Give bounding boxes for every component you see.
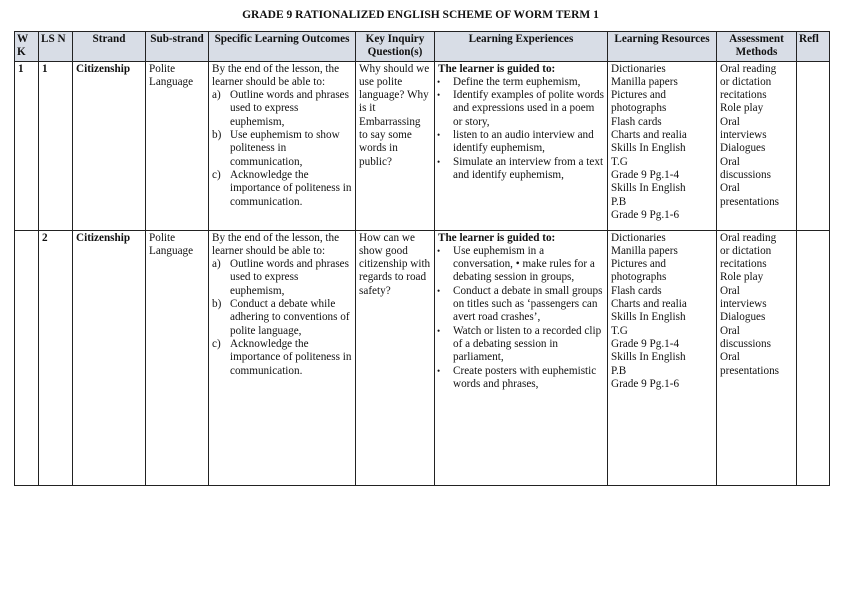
outcome-item <box>212 169 352 209</box>
resource-item: Manilla papers <box>611 244 678 257</box>
assessment-item: interviews <box>720 298 767 311</box>
experience-item: • Simulate an interview from a text and identify euphemism, <box>438 156 604 183</box>
outcome-text: Conduct a debate while adhering to conventions of polite language, <box>230 298 350 337</box>
outcomes-list <box>212 89 352 209</box>
header-resources: Learning Resources <box>608 32 717 62</box>
resource-item: Skills In English <box>611 351 686 364</box>
outcome-mark: b) <box>212 298 222 311</box>
strand-cell: Citizenship <box>73 61 146 230</box>
resource-item: T.G <box>611 155 628 168</box>
outcome-item <box>212 129 352 169</box>
assessment-item: presentations <box>720 195 780 208</box>
resources-cell <box>608 61 717 230</box>
scheme-of-work-table <box>14 31 830 486</box>
outcome-mark: b) <box>212 129 222 142</box>
reflection-cell <box>797 230 830 485</box>
header-outcomes: Specific Learning Outcomes <box>209 32 356 62</box>
assessment-item: recitations <box>720 258 767 271</box>
assessment-item: Oral <box>720 324 740 337</box>
assessment-item: Oral <box>720 115 740 128</box>
assessment-item: Oral <box>720 182 740 195</box>
resource-item: Skills In English <box>611 182 686 195</box>
lesson-row <box>15 230 830 485</box>
header-lesson: LS N <box>39 32 73 62</box>
resources-cell <box>608 230 717 485</box>
experiences-cell <box>435 230 608 485</box>
resource-item: Dictionaries <box>611 231 666 244</box>
outcome-mark: c) <box>212 168 221 181</box>
lesson-cell: 2 <box>39 230 73 485</box>
experiences-cell <box>435 61 608 230</box>
assessment-item: Role play <box>720 271 764 284</box>
outcome-item <box>212 298 352 338</box>
assessment-item: Oral reading <box>720 231 777 244</box>
outcome-mark: c) <box>212 337 221 350</box>
assessment-item: Role play <box>720 102 764 115</box>
resource-item: Grade 9 Pg.1-4 <box>611 337 680 350</box>
resource-item: Grade 9 Pg.1-6 <box>611 377 680 390</box>
resource-item: Charts and realia <box>611 298 687 311</box>
lesson-cell: 1 <box>39 61 73 230</box>
outcome-text: Outline words and phrases used to express euphemism, <box>230 89 349 128</box>
assessment-item: or dictation <box>720 244 772 257</box>
assessment-item: presentations <box>720 364 780 377</box>
assessment-item: discussions <box>720 337 771 350</box>
outcomes-cell <box>209 230 356 485</box>
experience-item: • Watch or listen to a recorded clip of a debating session in parliament, <box>438 325 604 365</box>
assessment-item: or dictation <box>720 75 772 88</box>
assessment-cell <box>717 230 797 485</box>
outcomes-list <box>212 258 352 378</box>
assessment-item: Dialogues <box>720 142 766 155</box>
outcomes-intro: By the end of the lesson, the learner should be able to: <box>212 231 340 257</box>
lesson-row <box>15 61 830 230</box>
header-strand: Strand <box>73 32 146 62</box>
assessment-item: Oral <box>720 351 740 364</box>
resource-item: Flash cards <box>611 284 662 297</box>
substrand-cell: Polite Language <box>146 230 209 485</box>
experiences-intro: The learner is guided to: <box>438 62 556 75</box>
reflection-cell <box>797 61 830 230</box>
assessment-item: discussions <box>720 168 771 181</box>
outcome-text: Use euphemism to show politeness in communication, <box>230 129 340 168</box>
experiences-list <box>438 245 604 391</box>
week-cell <box>15 230 39 485</box>
inquiry-cell: How can we show good citizenship with regards to road safety? <box>356 230 435 485</box>
resource-item: Flash cards <box>611 115 662 128</box>
resource-item: P.B <box>611 195 627 208</box>
week-cell: 1 <box>15 61 39 230</box>
experience-item: • Create posters with euphemistic words and phrases, <box>438 365 604 392</box>
experience-item: • Define the term euphemism, <box>438 76 604 89</box>
outcome-text: Acknowledge the importance of politeness in communication. <box>230 168 352 208</box>
experiences-intro: The learner is guided to: <box>438 231 556 244</box>
resource-item: Pictures and <box>611 258 666 271</box>
outcome-item <box>212 338 352 378</box>
resource-item: Pictures and <box>611 89 666 102</box>
resource-item: Grade 9 Pg.1-6 <box>611 208 680 221</box>
resource-item: Skills In English <box>611 311 686 324</box>
assessment-cell <box>717 61 797 230</box>
experience-item: • Conduct a debate in small groups on titles such as ‘passengers can avert road crashes’, <box>438 285 604 325</box>
resource-item: Skills In English <box>611 142 686 155</box>
experience-item: • Use euphemism in a conversation, • make rules for a debating session in groups, <box>438 245 604 285</box>
assessment-item: Oral <box>720 155 740 168</box>
header-week: W K <box>15 32 39 62</box>
header-assessment: Assessment Methods <box>717 32 797 62</box>
outcome-text: Acknowledge the importance of politeness in communication. <box>230 337 352 377</box>
document-title: GRADE 9 RATIONALIZED ENGLISH SCHEME OF WORM TERM 1 <box>242 9 599 21</box>
outcome-mark: a) <box>212 258 221 271</box>
resource-item: T.G <box>611 324 628 337</box>
inquiry-cell: Why should we use polite language? Why is it Embarrassing to say some words in public? <box>356 61 435 230</box>
outcome-text: Outline words and phrases used to express euphemism, <box>230 258 349 297</box>
header-experiences: Learning Experiences <box>435 32 608 62</box>
strand-cell: Citizenship <box>73 230 146 485</box>
assessment-item: Dialogues <box>720 311 766 324</box>
assessment-item: Oral <box>720 284 740 297</box>
assessment-item: Oral reading <box>720 62 777 75</box>
header-inquiry: Key Inquiry Question(s) <box>356 32 435 62</box>
outcome-item <box>212 89 352 129</box>
resource-item: Charts and realia <box>611 129 687 142</box>
substrand-cell: Polite Language <box>146 61 209 230</box>
outcomes-intro: By the end of the lesson, the learner should be able to: <box>212 62 340 88</box>
resource-item: Manilla papers <box>611 75 678 88</box>
resource-item: photographs <box>611 271 667 284</box>
resource-item: photographs <box>611 102 667 115</box>
experience-item: • Identify examples of polite words and expressions used in a poem or story, <box>438 89 604 129</box>
outcomes-cell <box>209 61 356 230</box>
outcome-mark: a) <box>212 89 221 102</box>
header-row <box>15 32 830 62</box>
header-substrand: Sub-strand <box>146 32 209 62</box>
resource-item: Grade 9 Pg.1-4 <box>611 168 680 181</box>
experience-item: • listen to an audio interview and identify euphemism, <box>438 129 604 156</box>
resource-item: Dictionaries <box>611 62 666 75</box>
assessment-item: interviews <box>720 129 767 142</box>
header-reflection: Refl <box>797 32 830 62</box>
outcome-item <box>212 258 352 298</box>
assessment-item: recitations <box>720 89 767 102</box>
experiences-list <box>438 76 604 182</box>
resource-item: P.B <box>611 364 627 377</box>
